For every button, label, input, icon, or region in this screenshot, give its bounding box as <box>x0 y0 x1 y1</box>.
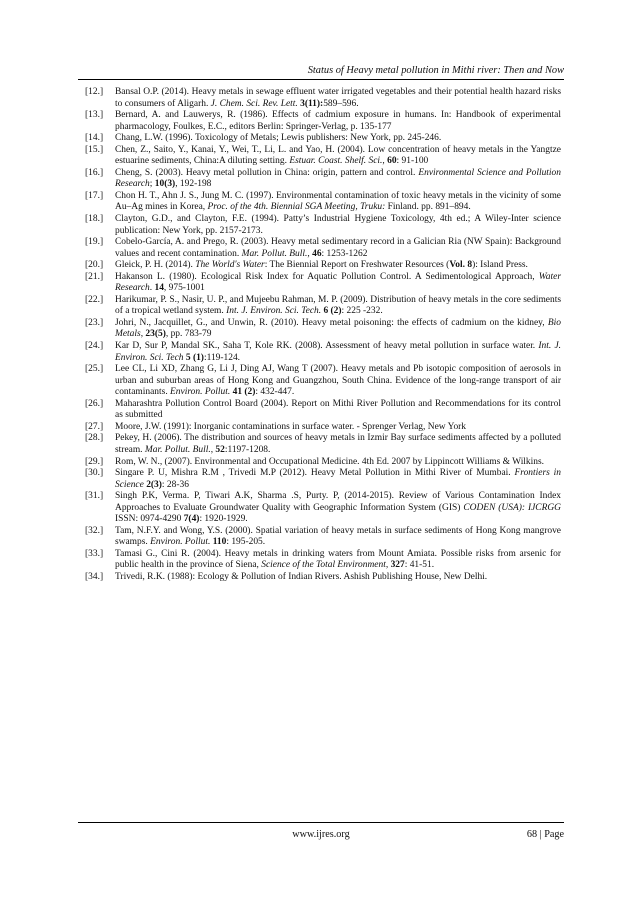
reference-number: [27.] <box>85 421 104 432</box>
reference-segment: , <box>140 329 146 340</box>
reference-volume: 2(3) <box>146 479 162 490</box>
reference-segment: Finland. pp. 891–894. <box>385 202 471 213</box>
reference-text <box>115 468 561 490</box>
reference-item <box>85 399 561 422</box>
reference-volume: 46 <box>312 248 322 259</box>
reference-text <box>115 191 561 213</box>
reference-volume: 14 <box>154 283 164 294</box>
reference-text <box>115 214 561 236</box>
reference-journal: Frontiers in Science <box>115 468 562 490</box>
reference-item <box>85 272 561 295</box>
reference-item <box>85 110 561 133</box>
reference-segment: : 1920-1929. <box>199 514 248 525</box>
reference-segment: 589–596. <box>323 98 359 109</box>
reference-number: [19.] <box>85 237 104 248</box>
reference-segment: Hakanson L. (1980). Ecological Risk Index for Aquatic Pollution Control. A Sedimentological Approach, <box>115 271 539 282</box>
running-header <box>78 64 564 80</box>
reference-journal: Bio Metals <box>115 317 561 340</box>
reference-text <box>115 87 561 109</box>
reference-item <box>85 526 561 549</box>
reference-journal: Int. J. Environ. Sci. Tech. <box>226 306 322 317</box>
reference-segment: Tam, N.F.Y. and Wong, Y.S. (2000). Spatial variation of heavy metals in surface sediments of Hong Kong mangrove swamps. <box>115 525 561 548</box>
reference-item <box>85 364 561 399</box>
reference-text <box>115 260 528 270</box>
reference-item <box>85 341 561 364</box>
reference-item <box>85 457 561 469</box>
reference-text <box>115 526 561 548</box>
reference-number: [22.] <box>85 294 104 305</box>
reference-segment: : 225 -232. <box>341 306 383 317</box>
reference-number: [14.] <box>85 133 104 144</box>
reference-item <box>85 572 561 584</box>
reference-volume: 41 (2) <box>232 387 256 398</box>
reference-journal: Mar. Pollut. Bull. <box>144 444 211 455</box>
reference-volume: 327 <box>390 560 405 571</box>
reference-segment: Clayton, G.D., and Clayton, F.E. (1994). Patty’s Industrial Hygiene Toxicology, 4th ed.; A Wiley-Inter science publication: New York, pp. 2157-2173. <box>115 214 561 236</box>
reference-segment: Singare P. U, Mishra R.M , Trivedi M.P (2012). Heavy Metal Pollution in Mithi River of Mumbai. <box>115 468 515 479</box>
reference-journal: Environmental Science and Pollution Research <box>115 167 561 190</box>
reference-segment: Harikumar, P. S., Nasir, U. P., and Mujeebu Rahman, M. P. (2009). Distribution of heavy metals in the core sediments of a tropical wetland system. <box>115 294 561 317</box>
reference-number: [33.] <box>85 548 104 559</box>
reference-item <box>85 433 561 456</box>
reference-item <box>85 491 561 526</box>
reference-number: [18.] <box>85 214 104 225</box>
reference-item <box>85 295 561 318</box>
reference-number: [21.] <box>85 271 104 282</box>
reference-journal: Proc. of the 4th. Biennial SGA Meeting, Truku: <box>207 202 386 213</box>
reference-number: [26.] <box>85 398 104 409</box>
reference-text <box>115 318 561 340</box>
reference-number: [32.] <box>85 525 104 536</box>
reference-segment: : 1253-1262 <box>321 248 368 259</box>
reference-number: [13.] <box>85 110 104 121</box>
reference-volume: 110 <box>212 537 227 548</box>
reference-number: [34.] <box>85 571 104 582</box>
reference-segment: Singh P.K, Verma. P, Tiwari A.K, Sharma .S, Purty. P, (2014-2015). Review of Various Contamination Index Approaches to Evaluate Groundwater Quality with Geographic Information System (GIS) <box>115 491 561 513</box>
reference-item <box>85 422 561 434</box>
reference-text <box>115 457 544 467</box>
reference-segment: Tamasi G., Cini R. (2004). Heavy metals in drinking waters from Mount Amiata. Possible risks from arsenic for public health in the province of Siena, <box>115 548 561 571</box>
reference-number: [15.] <box>85 144 104 155</box>
reference-text <box>115 295 561 317</box>
reference-item <box>85 191 561 214</box>
reference-volume: 23(5) <box>145 329 166 340</box>
footer-website: www.ijres.org <box>292 829 350 840</box>
reference-segment: Gleick, P. H. (2014). <box>115 260 196 271</box>
reference-text <box>115 145 561 167</box>
reference-number: [23.] <box>85 317 104 328</box>
reference-volume: 10(3) <box>154 179 176 190</box>
reference-item <box>85 237 561 260</box>
reference-journal: Science of the Total Environment <box>261 560 386 571</box>
reference-segment: , 975-1001 <box>163 283 205 294</box>
reference-number: [12.] <box>85 87 104 97</box>
reference-journal: Environ. Pollut. <box>150 537 211 548</box>
reference-segment: Kar D, Sur P, Mandal SK., Saha T, Kole RK. (2008). Assessment of heavy metal pollution in surface water. <box>115 341 539 352</box>
reference-text <box>115 433 561 455</box>
reference-item <box>85 168 561 191</box>
reference-journal: CODEN (USA): IJCRGG <box>463 502 561 513</box>
reference-text <box>115 133 441 143</box>
reference-item <box>85 318 561 341</box>
reference-list <box>85 87 561 584</box>
reference-segment: : 28-36 <box>161 479 189 490</box>
reference-text <box>115 110 561 132</box>
reference-segment: , <box>307 248 313 259</box>
reference-text <box>115 572 487 582</box>
reference-journal: The World's Water <box>195 260 265 271</box>
reference-journal: J. Chem. Sci. Rev. Lett. <box>210 98 298 109</box>
reference-segment: Cheng, S. (2003). Heavy metal pollution in China: origin, pattern and control. <box>115 167 419 178</box>
reference-segment: Lee CL, Li XD, Zhang G, Li J, Ding AJ, Wang T (2007). Heavy metals and Pb isotopic composition of aerosols in urban and suburban areas of Hong Kong and Guangzhou, South China. Evidence of the long-range transport of air contaminants. <box>115 364 561 398</box>
reference-journal: Int. J. Environ. Sci. Tech <box>115 341 561 363</box>
reference-number: [30.] <box>85 468 104 479</box>
reference-text <box>115 272 561 294</box>
reference-segment: : 41-51. <box>404 560 435 571</box>
reference-number: [25.] <box>85 364 104 375</box>
reference-segment: Pekey, H. (2006). The distribution and sources of heavy metals in Izmir Bay surface sediments affected by a polluted stream. <box>115 433 561 455</box>
reference-volume: 52 <box>215 444 225 455</box>
reference-text <box>115 341 561 363</box>
reference-segment: , pp. 783-79 <box>165 329 212 340</box>
reference-volume: 6 (2) <box>323 306 342 317</box>
reference-segment: , 192-198 <box>175 179 212 190</box>
reference-number: [29.] <box>85 456 104 467</box>
reference-number: [16.] <box>85 167 104 178</box>
reference-text <box>115 364 561 397</box>
reference-item <box>85 549 561 572</box>
reference-segment: :1197-1208. <box>224 444 271 455</box>
reference-number: [17.] <box>85 190 104 201</box>
reference-segment: Chon H. T., Ahn J. S., Jung M. C. (1997). Environmental contamination of toxic heavy metals in the vicinity of some Au–Ag mines in Korea, <box>115 190 561 213</box>
reference-segment: Johri, N., Jacquillet, G., and Unwin, R. (2010). Heavy metal poisoning: the effects of cadmium on the kidney, <box>115 317 548 328</box>
reference-segment: ): Island Press. <box>472 260 528 271</box>
reference-volume: 7(4) <box>183 514 200 525</box>
reference-segment: Maharashtra Pollution Control Board (2004). Report on Mithi River Pollution and Recommendations for its control as submitted <box>115 398 561 421</box>
reference-segment: Bernard, A. and Lauwerys, R. (1986). Effects of cadmium exposure in humans. In: Handbook of experimental pharmacology, Foulkes, E.C., editors Berlin: Springer-Verlag, p. 135-177 <box>115 110 561 132</box>
reference-item <box>85 145 561 168</box>
reference-volume: Vol. 8 <box>449 260 473 271</box>
reference-segment: : 432-447. <box>255 387 295 398</box>
reference-segment: , <box>385 560 391 571</box>
reference-journal: Estuar. Coast. Shelf. Sci. <box>289 156 383 167</box>
reference-text <box>115 422 466 432</box>
reference-number: [31.] <box>85 491 104 502</box>
reference-segment: :119-124. <box>203 352 241 363</box>
reference-segment: : The Biennial Report on Freshwater Resources ( <box>264 260 450 271</box>
reference-segment: Trivedi, R.K. (1988): Ecology & Pollution of Indian Rivers. Ashish Publishing House, New Delhi. <box>115 571 488 582</box>
running-header-title: Status of Heavy metal pollution in Mithi river: Then and Now <box>307 65 564 76</box>
reference-text <box>115 168 561 190</box>
reference-segment: Rom, W. N., (2007). Environmental and Occupational Medicine. 4th Ed. 2007 by Lippincott Williams & Wilkins. <box>115 456 545 467</box>
reference-item <box>85 87 561 110</box>
reference-segment: ; <box>149 179 155 190</box>
reference-segment: Chen, Z., Saito, Y., Kanai, Y., Wei, T., Li, L. and Yao, H. (2004). Low concentration of heavy metals in the Yangtze estuarine sediments, China:A diluting setting. <box>115 144 561 167</box>
reference-journal: Water Research <box>115 271 561 294</box>
reference-journal: Environ. Pollut. <box>170 387 231 398</box>
reference-segment: Moore, J.W. (1991): Inorganic contaminations in surface water. - Sprenger Verlag, New York <box>115 421 467 432</box>
reference-text <box>115 237 561 259</box>
reference-segment: ISSN: 0974-4290 <box>115 514 184 525</box>
reference-volume: 60 <box>387 156 397 167</box>
reference-segment: Chang, L.W. (1996). Toxicology of Metals; Lewis publishers: New York, pp. 245-246. <box>115 133 442 144</box>
reference-text <box>115 549 561 571</box>
reference-volume: 5 (1) <box>185 352 204 363</box>
reference-segment: Cobelo-García, A. and Prego, R. (2003). Heavy metal sedimentary record in a Galician Ria (NW Spain): Background values and recent contamination. <box>115 237 561 259</box>
reference-text <box>115 399 561 421</box>
reference-segment: , <box>382 156 388 167</box>
reference-item <box>85 260 561 272</box>
reference-segment: Bansal O.P. (2014). Heavy metals in sewage effluent water irrigated vegetables and their potential health hazard risks to consumers of Aligarh. <box>115 87 561 109</box>
reference-text <box>115 491 561 524</box>
reference-item <box>85 214 561 237</box>
reference-journal: Mar. Pollut. Bull. <box>241 248 308 259</box>
reference-item <box>85 468 561 491</box>
reference-item <box>85 133 561 145</box>
footer-page-number: 68 | Page <box>526 829 564 840</box>
reference-segment: . <box>149 283 155 294</box>
reference-number: [28.] <box>85 433 104 444</box>
reference-segment: : 195-205. <box>226 537 266 548</box>
reference-number: [20.] <box>85 260 104 271</box>
page-footer <box>78 822 564 840</box>
reference-segment: , <box>210 444 216 455</box>
reference-volume: 3(11): <box>300 98 324 109</box>
reference-segment: : 91-100 <box>396 156 429 167</box>
reference-number: [24.] <box>85 341 104 352</box>
